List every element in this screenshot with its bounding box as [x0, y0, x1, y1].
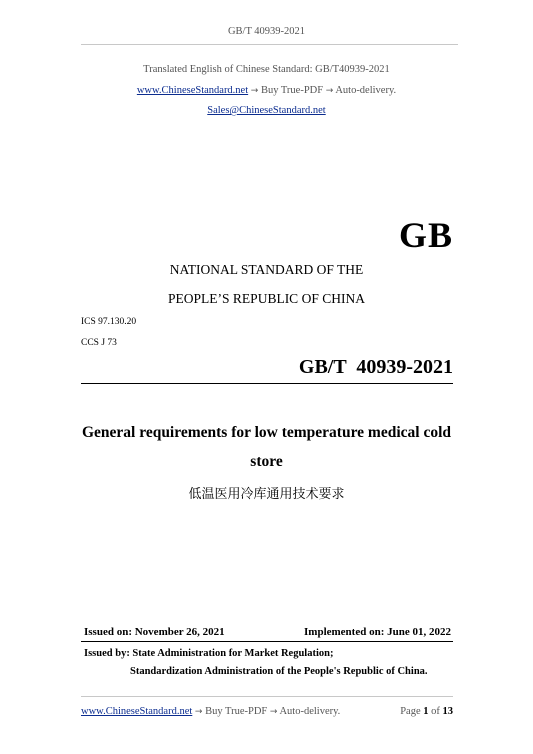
ics-code: ICS 97.130.20: [81, 317, 137, 327]
issued-on-date: Issued on: November 26, 2021: [84, 626, 225, 638]
page-label: Page: [400, 706, 421, 717]
footer-buy-true-pdf-text: Buy True-PDF: [205, 706, 268, 717]
footer-chinesestandard-link[interactable]: www.ChineseStandard.net: [81, 706, 193, 717]
running-header: GB/T 40939-2021: [227, 26, 306, 37]
implemented-on-date: Implemented on: June 01, 2022: [304, 626, 451, 638]
title-en-line2: store: [250, 453, 283, 470]
arrow-right-icon: →: [269, 707, 278, 717]
header-divider: [81, 44, 458, 45]
page-current: 1: [423, 706, 429, 717]
dates-rule: [81, 641, 453, 642]
issued-by-line2: Standardization Administration of the People's Republic of China.: [130, 666, 428, 677]
ccs-code: CCS J 73: [81, 338, 117, 348]
national-standard-line2: PEOPLE’S REPUBLIC OF CHINA: [168, 291, 365, 306]
footer-divider: [81, 696, 453, 697]
arrow-right-icon: →: [250, 86, 259, 96]
gb-mark: GB: [398, 215, 453, 255]
footer-auto-delivery-text: Auto-delivery.: [279, 706, 341, 717]
page-total: 13: [442, 706, 453, 717]
title-en-line1: General requirements for low temperature medical cold: [81, 424, 452, 441]
arrow-right-icon: →: [194, 707, 203, 717]
auto-delivery-text: Auto-delivery.: [335, 85, 397, 96]
standard-number-rule: [81, 383, 453, 384]
translation-links-line: [0, 85, 533, 96]
issued-by-line1: Issued by: State Administration for Market Regulation;: [84, 648, 334, 659]
national-standard-line1: NATIONAL STANDARD OF THE: [169, 262, 364, 277]
page-of: of: [431, 706, 440, 717]
arrow-right-icon: →: [325, 86, 334, 96]
email-line: [0, 105, 533, 116]
standard-number: GB/T 40939-2021: [298, 356, 453, 378]
footer-links-line: [81, 706, 340, 717]
page-indicator: [380, 706, 453, 717]
buy-true-pdf-text: Buy True-PDF: [260, 85, 324, 96]
title-cn: 低温医用冷库通用技术要求: [188, 487, 345, 502]
chinesestandard-link[interactable]: www.ChineseStandard.net: [136, 85, 249, 96]
sales-email-link[interactable]: Sales@ChineseStandard.net: [207, 105, 326, 116]
translation-notice: Translated English of Chinese Standard: GB/T40939-2021: [143, 64, 390, 75]
